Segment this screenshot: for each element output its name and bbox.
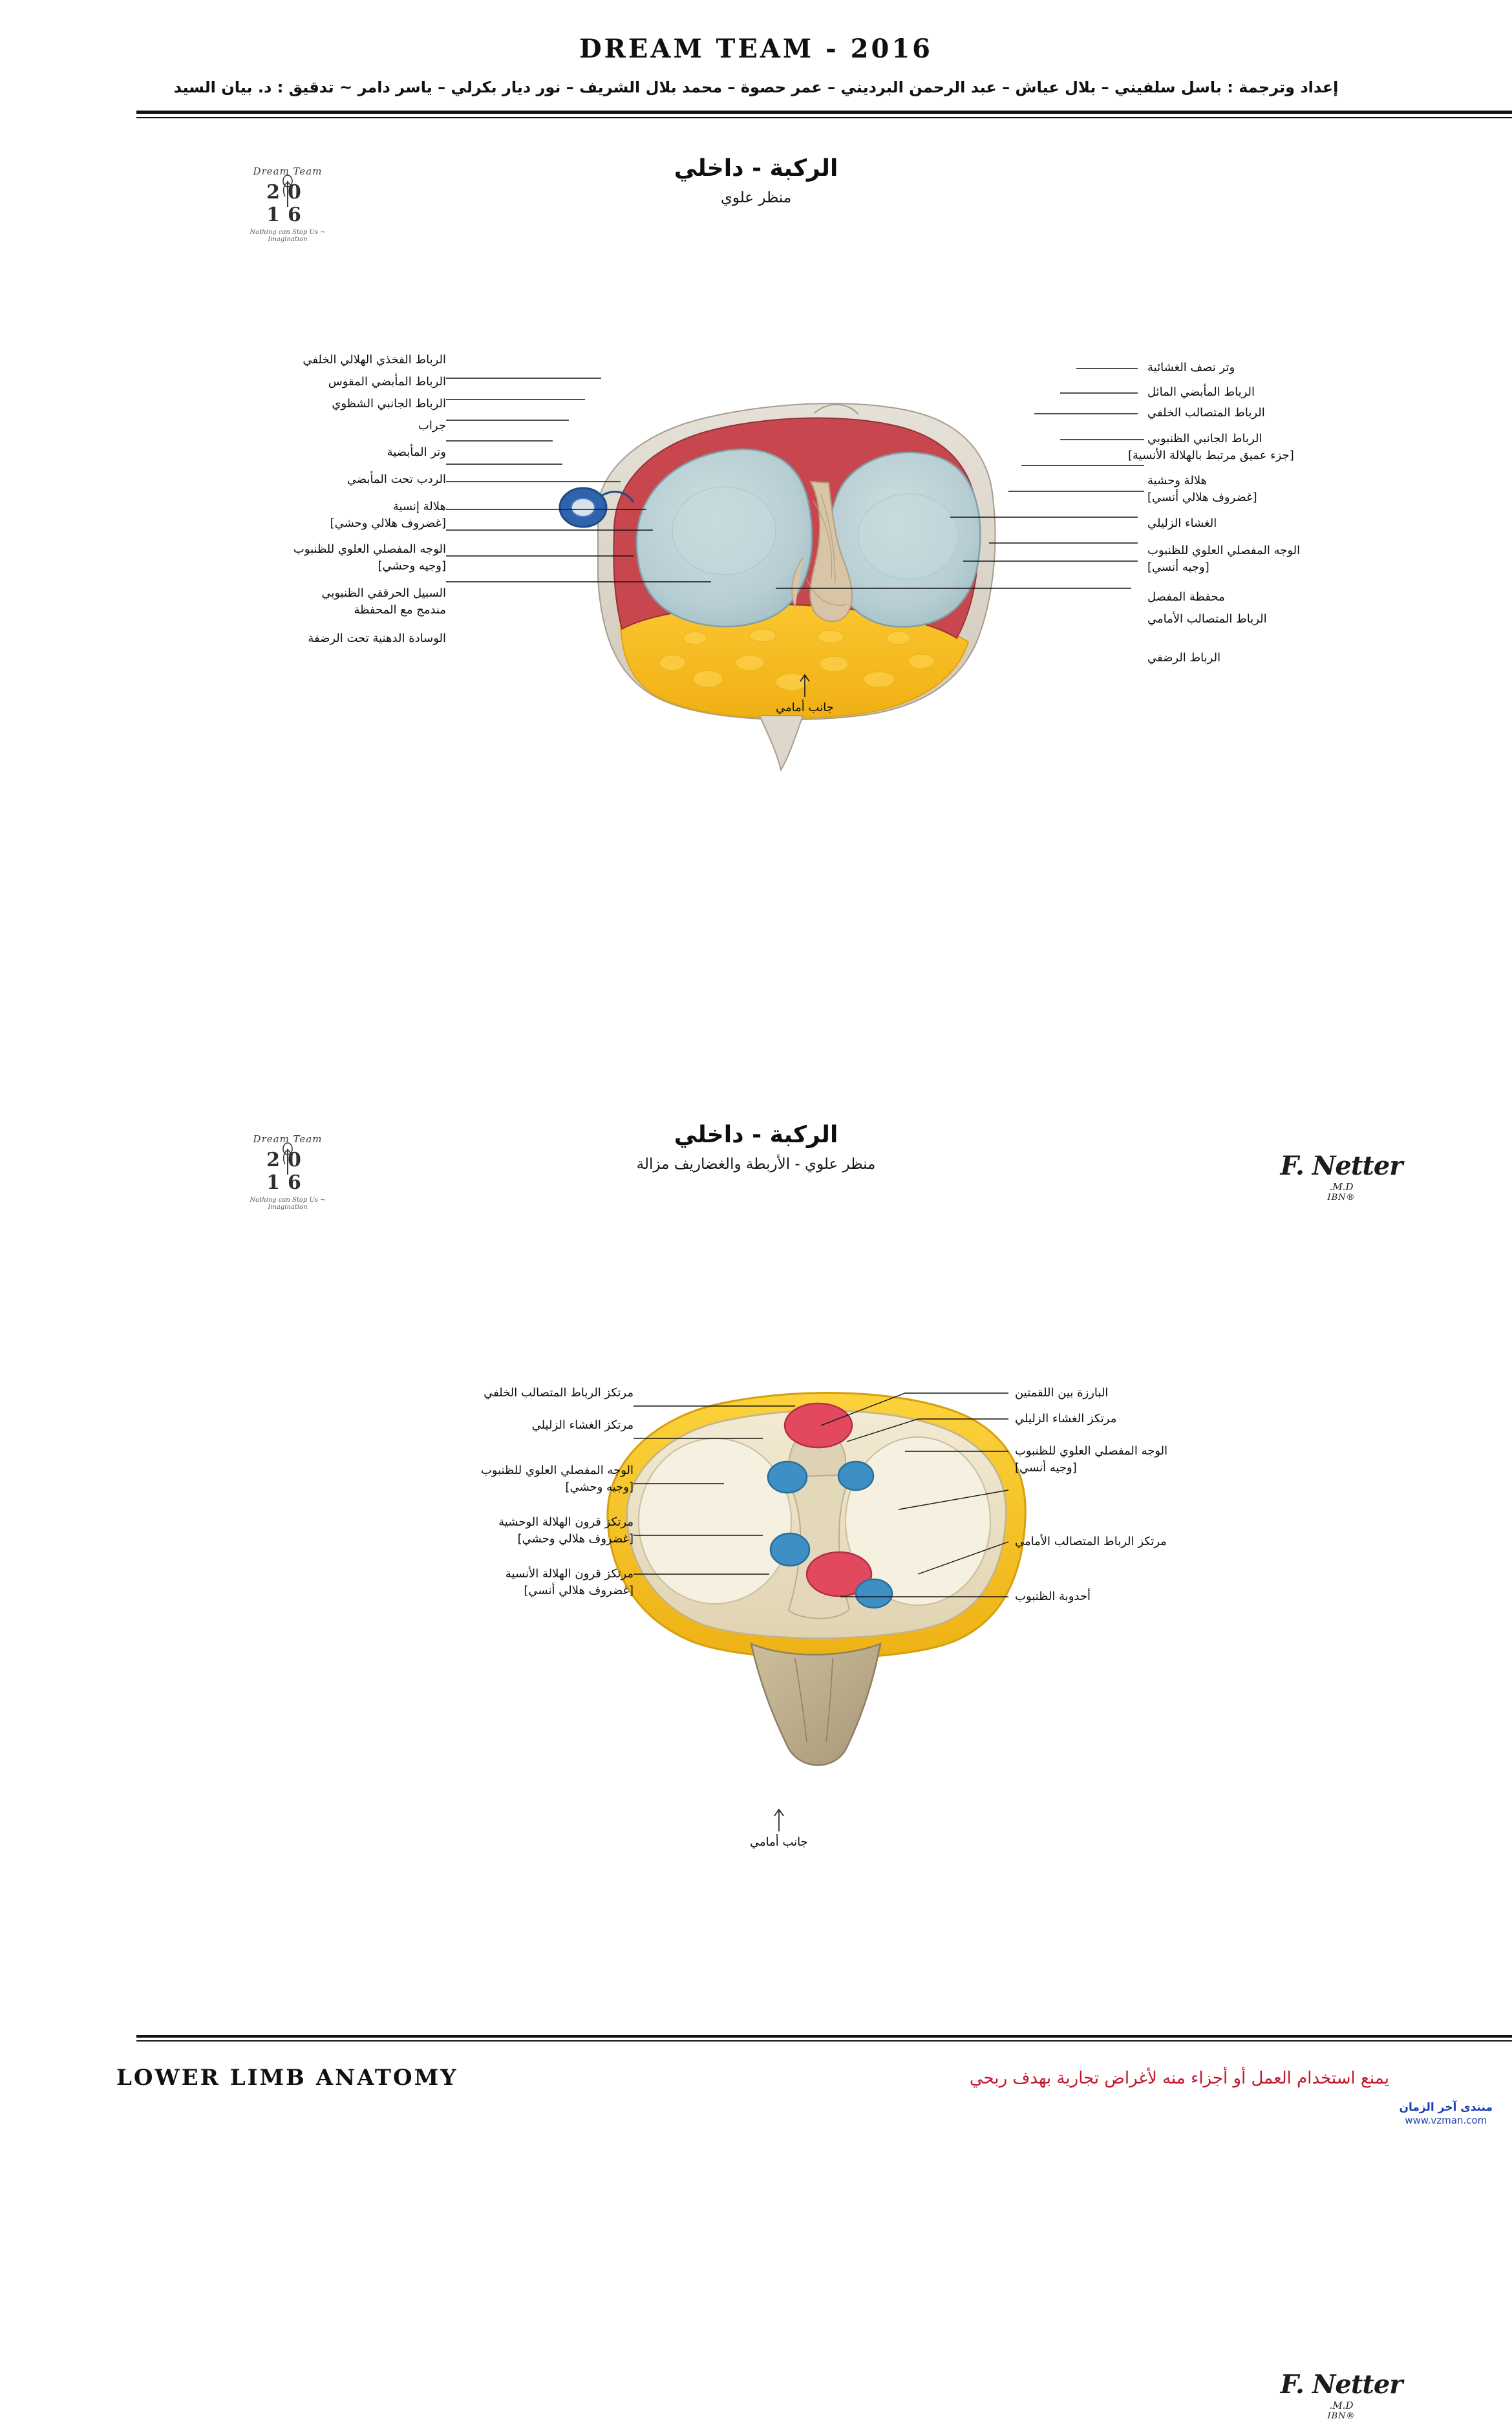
f1-label-anterior-cruciate-ligament: الرباط المتصالب الأمامي [1147, 612, 1267, 626]
f1-label-oblique-popliteal-ligament: الرباط المأبضي المائل [1147, 385, 1255, 399]
medial-meniscus-horn-anterior [856, 1579, 892, 1608]
forum-name: منتدى آخر الزمان [1399, 2101, 1493, 2114]
stamp-year-right: 16 [266, 204, 309, 226]
f1-label-lateral-meniscus: هلالة وحشية [1147, 474, 1208, 487]
stamp-bottom-text: Nothing can Stop Us ~ Imagination [250, 229, 326, 243]
f2-label-superior-articular-surface-medial-2-sub: [وجيه أنسي] [1015, 1461, 1077, 1475]
stamp-2-top-text: Dream Team [253, 1133, 323, 1145]
stamp-top-text: Dream Team [253, 165, 323, 177]
f1-label-semimembranosus-tendon: وتر نصف الغشائية [1147, 361, 1235, 374]
f1-anterior-note-text: جانب أمامي [776, 701, 834, 714]
knee-superior-view-illustration [537, 385, 1028, 837]
document-credits: إعداد وترجمة : باسل سلفيني – بلال عياش – عبد الرحمن البرديني – عمر حصوة – محمد بلال الشريف – نور ديار بكرلي – ياسر دامر ~ تدقيق : د. بيان السيد [173, 78, 1339, 96]
up-arrow-icon-2 [771, 1807, 787, 1833]
f1-label-joint-capsule: محفظة المفصل [1147, 590, 1225, 604]
stamp-2-year [239, 1149, 336, 1194]
page-header [0, 0, 1512, 118]
figure-1-title: الركبة - داخلي [674, 155, 838, 182]
netter-ibn-1: ®IBN [1327, 1193, 1356, 1202]
figure-1-subtitle: منظر علوي [720, 189, 792, 206]
articular-highlight-medial [858, 494, 959, 579]
f1-label-popliteus-tendon: وتر المأبضية [387, 445, 446, 459]
f1-label-infrapatellar-fat-pad: الوسادة الدهنية تحت الرضفة [308, 632, 446, 645]
f1-label-synovial-membrane: الغشاء الزليلي [1147, 517, 1217, 530]
tree-icon [279, 175, 296, 208]
f1-label-subpopliteal-recess: الردب تحت المأبضي [346, 473, 446, 486]
f2-label-tibial-tuberosity: أحدوبة الظنبوب [1015, 1590, 1091, 1603]
netter-name-2: F. Netter [1280, 2369, 1403, 2400]
f2-label-intercondylar-eminence: البارزة بين اللقمتين [1015, 1386, 1109, 1400]
stamp-2-bottom-text: Nothing can Stop Us ~ Imagination [250, 1197, 326, 1211]
f2-label-synovial-attachment-2: مرتكز الغشاء الزليلي [1015, 1412, 1117, 1425]
stamp-year [239, 181, 336, 226]
footer-subject-title: LOWER LIMB ANATOMY [116, 2065, 458, 2091]
f1-label-iliotibial-tract: السبيل الحرقفي الظنبوبي [321, 586, 446, 600]
f2-anterior-note-text: جانب أمامي [750, 1835, 808, 1849]
footer-copyright-notice: يمنع استخدام العمل أو أجزاء منه لأغراض تجارية بهدف ربحي [969, 2069, 1389, 2088]
netter-md-1: M.D. [1329, 1181, 1354, 1193]
netter-md-2: M.D. [1329, 2400, 1354, 2411]
up-arrow-icon [797, 672, 813, 698]
figure-2-title: الركبة - داخلي [674, 1122, 838, 1148]
f2-label-lateral-meniscus-horns: مرتكز قرون الهلالة الوحشية [498, 1515, 634, 1529]
footer-divider [136, 2035, 1512, 2042]
f2-label-medial-meniscus-horns: مرتكز قرون الهلالة الأنسية [505, 1567, 634, 1581]
f1-label-superior-articular-surface: الوجه المفصلي العلوي للظنبوب [1147, 544, 1301, 557]
f1-label-iliotibial-tract-sub: مندمج مع المحفظة [354, 603, 446, 617]
stamp-2-year-right: 16 [266, 1171, 309, 1194]
f1-label-lateral-meniscus-sub: [غضروف هلالي أنسي] [1147, 491, 1257, 504]
f2-label-lateral-meniscus-horns-sub: [غضروف هلالي وحشي] [517, 1532, 634, 1546]
tibial-tuberosity [751, 1644, 880, 1765]
dream-team-stamp-2 [239, 1133, 336, 1211]
f1-label-bursa: جراب [418, 419, 446, 432]
document-title: DREAM TEAM - 2016 [579, 34, 933, 64]
stamp-2-year-left: 20 [266, 1149, 309, 1171]
superior-articular-surface-lateral-2 [639, 1438, 791, 1604]
f2-anterior-note [750, 1807, 808, 1849]
f2-label-superior-articular-surface-medial-2: الوجه المفصلي العلوي للظنبوب [1015, 1444, 1168, 1458]
pcl-attachment [785, 1403, 852, 1447]
f1-label-posterior-cruciate-ligament: الرباط المتصالب الخلفي [1147, 406, 1265, 420]
page-footer [0, 2035, 1512, 2138]
netter-ibn-2: ®IBN [1327, 2411, 1356, 2421]
f2-label-superior-articular-surface-2: الوجه المفصلي العلوي للظنبوب [480, 1464, 634, 1477]
tree-icon-2 [279, 1142, 296, 1176]
f1-label-patellar-ligament: الرباط الرضفي [1147, 651, 1221, 665]
header-divider [136, 111, 1512, 118]
lateral-meniscus-horn-anterior [771, 1533, 809, 1566]
forum-url: www.vzman.com [1405, 2115, 1487, 2127]
netter-signature-2 [1267, 2369, 1416, 2421]
f2-label-superior-articular-surface-2-sub: [وجيه وحشي] [565, 1480, 634, 1494]
f1-label-tibial-collateral-ligament: الرباط الجانبي الظنبوبي [1147, 432, 1262, 445]
patellar-ligament-stub [760, 716, 803, 770]
forum-badge[interactable] [1400, 2101, 1493, 2127]
f1-label-medial-meniscus: هلالة إنسية [392, 500, 446, 513]
f1-label-superior-articular-surface-lateral: الوجه المفصلي العلوي للظنبوب [293, 542, 446, 556]
f2-label-synovial-attachment: مرتكز الغشاء الزليلي [531, 1418, 634, 1432]
f1-anterior-note [776, 672, 834, 714]
lateral-meniscus-horn-posterior [768, 1462, 807, 1493]
f1-label-superior-articular-surface-lateral-sub: [وجيه وحشي] [378, 559, 446, 573]
stamp-year-left: 20 [266, 181, 309, 204]
figure-2-subtitle: منظر علوي - الأربطة والغضاريف مزالة [636, 1156, 876, 1173]
f1-label-posterior-meniscofemoral-ligament: الرباط الفخذي الهلالي الخلفي [303, 353, 446, 367]
f1-label-superior-articular-surface-sub: [وجيه أنسي] [1147, 560, 1209, 574]
tibial-plateau-attachments-illustration [582, 1380, 1047, 1794]
f1-label-medial-meniscus-sub: [غضروف هلالي وحشي] [330, 517, 446, 530]
f2-label-acl-attachment: مرتكز الرباط المتصالب الأمامي [1015, 1535, 1167, 1548]
dream-team-stamp [239, 165, 336, 243]
medial-meniscus-horn-posterior [838, 1462, 873, 1490]
f2-label-pcl-attachment: مرتكز الرباط المتصالب الخلفي [484, 1386, 634, 1400]
f1-label-tibial-collateral-deep-part: [جزء عميق مرتبط بالهلالة الأنسية] [1128, 449, 1294, 462]
f2-label-medial-meniscus-horns-sub: [غضروف هلالي أنسي] [524, 1584, 634, 1597]
articular-highlight-lateral [672, 487, 776, 575]
f1-label-fibular-collateral-ligament: الرباط الجانبي الشظوي [332, 397, 446, 411]
netter-name-1: F. Netter [1280, 1151, 1403, 1181]
f1-label-arcuate-popliteal-ligament: الرباط المأبضي المقوس [328, 375, 446, 389]
